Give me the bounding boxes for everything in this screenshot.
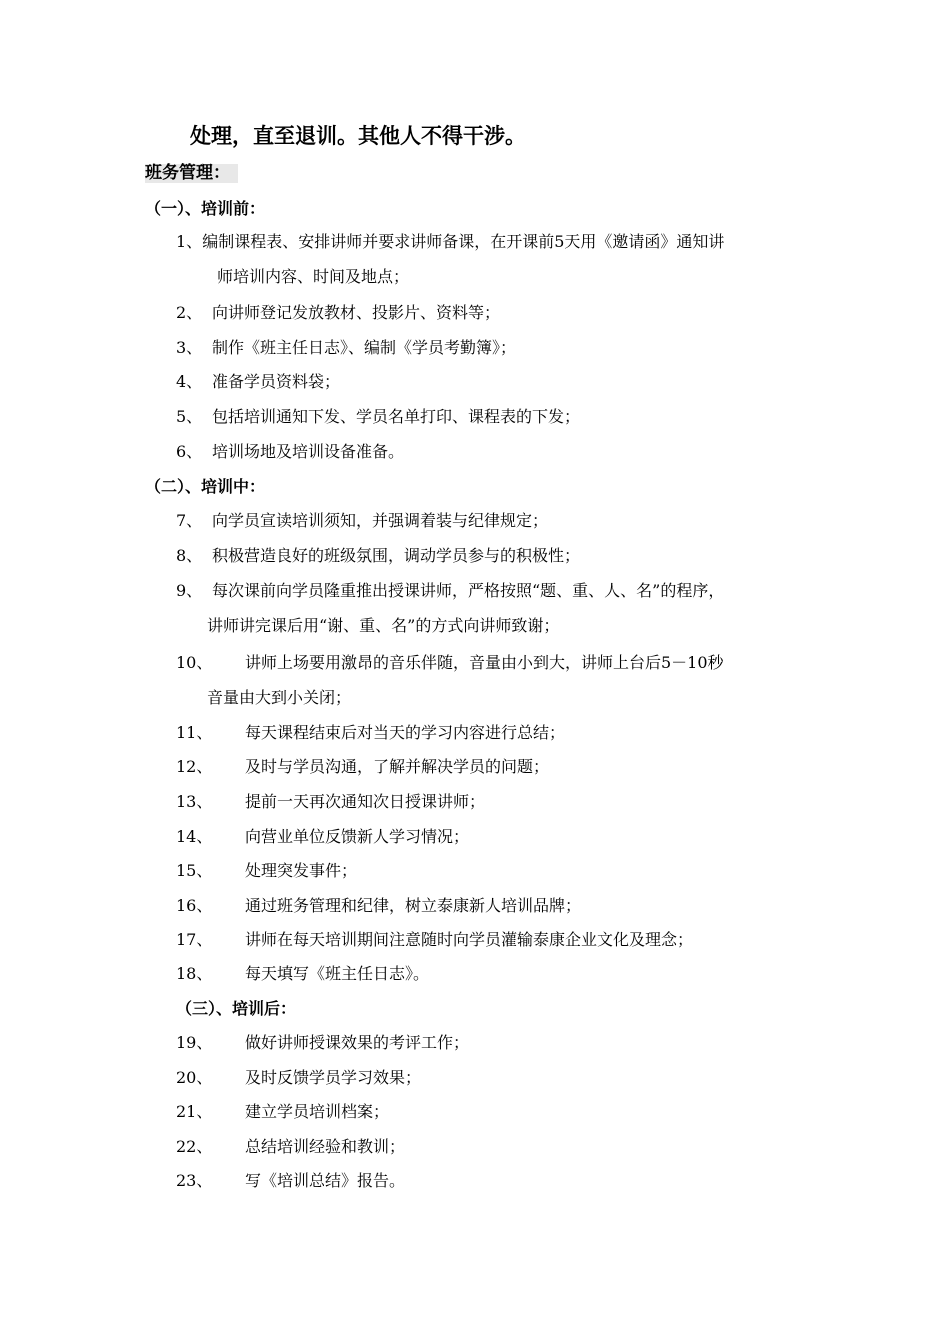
item-text: 讲师在每天培训期间注意随时向学员灌输泰康企业文化及理念； bbox=[245, 930, 694, 949]
item-number: 20、 bbox=[176, 1068, 213, 1087]
list-item bbox=[176, 1070, 421, 1086]
item-text: 向学员宣读培训须知，并强调着装与纪律规定； bbox=[212, 511, 549, 530]
item-number: 7、 bbox=[176, 511, 203, 530]
list-item bbox=[176, 513, 548, 529]
item-text: 每天填写《班主任日志》。 bbox=[245, 964, 430, 983]
item-number: 2、 bbox=[176, 303, 203, 322]
intro-line: 处理，直至退训。其他人不得干涉。 bbox=[190, 124, 526, 148]
item-text: 提前一天再次通知次日授课讲师； bbox=[245, 792, 486, 811]
item-number: 13、 bbox=[176, 792, 213, 811]
item-text: 通过班务管理和纪律，树立泰康新人培训品牌； bbox=[245, 896, 582, 915]
list-item bbox=[176, 444, 404, 460]
item-number: 21、 bbox=[176, 1102, 213, 1121]
item-number: 1、 bbox=[176, 232, 203, 251]
heading-before-training: （一）、培训前： bbox=[145, 199, 266, 218]
item-number: 17、 bbox=[176, 930, 213, 949]
list-item bbox=[176, 1173, 405, 1189]
list-item bbox=[176, 234, 724, 250]
item-text: 总结培训经验和教训； bbox=[245, 1137, 406, 1156]
item-text: 每天课程结束后对当天的学习内容进行总结； bbox=[245, 723, 566, 742]
item-text: 向讲师登记发放教材、投影片、资料等； bbox=[212, 303, 501, 322]
list-item bbox=[176, 340, 516, 356]
item-text: 做好讲师授课效果的考评工作； bbox=[245, 1033, 470, 1052]
item-number: 6、 bbox=[176, 442, 203, 461]
item-number: 16、 bbox=[176, 896, 213, 915]
list-item bbox=[176, 725, 565, 741]
list-item bbox=[176, 655, 724, 671]
item-number: 8、 bbox=[176, 546, 203, 565]
item-text: 培训场地及培训设备准备。 bbox=[212, 442, 405, 461]
list-item bbox=[176, 1139, 405, 1155]
list-item bbox=[176, 759, 549, 775]
list-item bbox=[176, 305, 500, 321]
item-number: 14、 bbox=[176, 827, 213, 846]
heading-after-training: （三）、培训后： bbox=[176, 999, 297, 1018]
item-number: 23、 bbox=[176, 1171, 213, 1190]
list-item bbox=[176, 548, 580, 564]
list-item bbox=[176, 966, 429, 982]
item-number: 3、 bbox=[176, 338, 203, 357]
item-number: 5、 bbox=[176, 407, 203, 426]
item-text: 写《培训总结》报告。 bbox=[245, 1171, 406, 1190]
heading-during-training: （二）、培训中： bbox=[145, 477, 266, 496]
item-text: 制作《班主任日志》、编制《学员考勤簿》； bbox=[212, 338, 517, 357]
item-number: 11、 bbox=[176, 723, 213, 742]
item-text: 准备学员资料袋； bbox=[212, 372, 341, 391]
item-text: 及时与学员沟通，了解并解决学员的问题； bbox=[245, 757, 550, 776]
list-item bbox=[176, 374, 340, 390]
item-number: 12、 bbox=[176, 757, 213, 776]
item-number: 22、 bbox=[176, 1137, 213, 1156]
section-title: 班务管理： bbox=[145, 164, 238, 183]
list-item bbox=[176, 583, 724, 599]
list-item bbox=[176, 829, 469, 845]
item-text: 处理突发事件； bbox=[245, 861, 358, 880]
item-continuation: 讲师讲完课后用“谢、重、名”的方式向讲师致谢； bbox=[207, 616, 560, 635]
item-continuation: 师培训内容、时间及地点； bbox=[217, 267, 410, 286]
item-text: 向营业单位反馈新人学习情况； bbox=[245, 827, 470, 846]
list-item bbox=[176, 898, 581, 914]
list-item bbox=[176, 409, 580, 425]
item-number: 19、 bbox=[176, 1033, 213, 1052]
item-number: 9、 bbox=[176, 581, 203, 600]
item-number: 18、 bbox=[176, 964, 213, 983]
list-item bbox=[176, 863, 357, 879]
item-text: 积极营造良好的班级氛围，调动学员参与的积极性； bbox=[212, 546, 581, 565]
item-text: 建立学员培训档案； bbox=[245, 1102, 390, 1121]
item-text: 包括培训通知下发、学员名单打印、课程表的下发； bbox=[212, 407, 581, 426]
item-text: 编制课程表、安排讲师并要求讲师备课，在开课前5天用《邀请函》通知讲 bbox=[202, 232, 725, 251]
list-item bbox=[176, 1104, 389, 1120]
item-number: 4、 bbox=[176, 372, 203, 391]
list-item bbox=[176, 1035, 469, 1051]
item-text: 每次课前向学员隆重推出授课讲师，严格按照“题、重、人、名”的程序， bbox=[212, 581, 725, 600]
item-continuation: 音量由大到小关闭； bbox=[207, 688, 352, 707]
item-text: 及时反馈学员学习效果； bbox=[245, 1068, 422, 1087]
item-text: 讲师上场要用激昂的音乐伴随，音量由小到大，讲师上台后5－10秒 bbox=[245, 653, 724, 672]
list-item bbox=[176, 794, 485, 810]
item-number: 10、 bbox=[176, 653, 213, 672]
item-number: 15、 bbox=[176, 861, 213, 880]
list-item bbox=[176, 932, 693, 948]
